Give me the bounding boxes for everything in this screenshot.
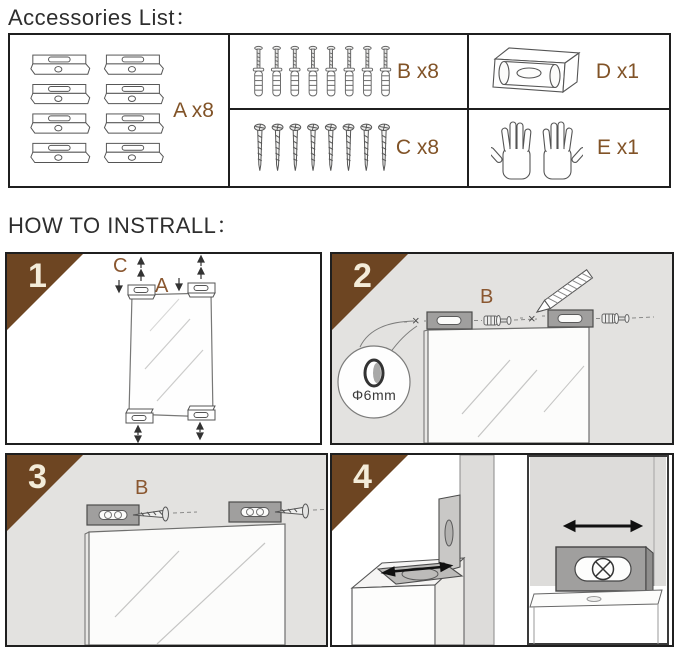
- accessory-cell-c: [230, 110, 467, 186]
- step-number: 2: [353, 257, 372, 295]
- step-panel-2: [330, 252, 674, 445]
- wall-anchor-icon: [248, 40, 397, 104]
- spirit-level-icon: [483, 42, 587, 102]
- mirror-drawing: [424, 327, 589, 443]
- drill-mark-right: ×: [528, 311, 536, 326]
- accessory-label-c: C x8: [395, 136, 439, 159]
- accessory-label-d: D x1: [595, 59, 639, 83]
- label-anchor-b: B: [480, 286, 494, 308]
- label-bracket-a: A: [155, 275, 169, 297]
- pencil-icon: [534, 270, 592, 316]
- install-title: HOW TO INSTRALL：: [8, 213, 239, 238]
- step-number: 4: [353, 458, 372, 496]
- mirror-drawing: [129, 293, 213, 417]
- accessories-table: [8, 33, 671, 188]
- step-number: 3: [28, 458, 47, 496]
- accessory-label-b: B x8: [396, 59, 439, 83]
- label-anchor-b: B: [135, 477, 149, 499]
- screw-icon: [248, 120, 396, 176]
- accessory-cell-e: [467, 110, 669, 186]
- hole-size-label: Φ6mm: [352, 387, 397, 403]
- accessory-label-a: A x8: [173, 98, 214, 122]
- accessory-cell-d: [467, 35, 669, 110]
- accessory-cell-b: [230, 35, 467, 110]
- accessory-cell-a: [10, 35, 230, 186]
- step-panel-4: [330, 453, 674, 647]
- drill-mark-left: ×: [412, 313, 420, 328]
- l-bracket-icon: [24, 49, 173, 173]
- screw-left: [133, 507, 197, 521]
- front-view-adjustment: [528, 456, 668, 644]
- step-panel-3: [5, 453, 328, 647]
- mirror-drawing: [85, 524, 285, 645]
- step-panel-1: [5, 252, 322, 445]
- screw-right: [275, 504, 324, 518]
- anchor-b-right: [596, 314, 654, 324]
- accessory-label-e: E x1: [596, 136, 639, 159]
- accessories-title: Accessories List：: [8, 5, 198, 30]
- wall-brackets: [87, 502, 281, 525]
- gloves-icon: [491, 113, 583, 183]
- step-number: 1: [28, 257, 47, 295]
- label-screw-c: C: [113, 255, 128, 277]
